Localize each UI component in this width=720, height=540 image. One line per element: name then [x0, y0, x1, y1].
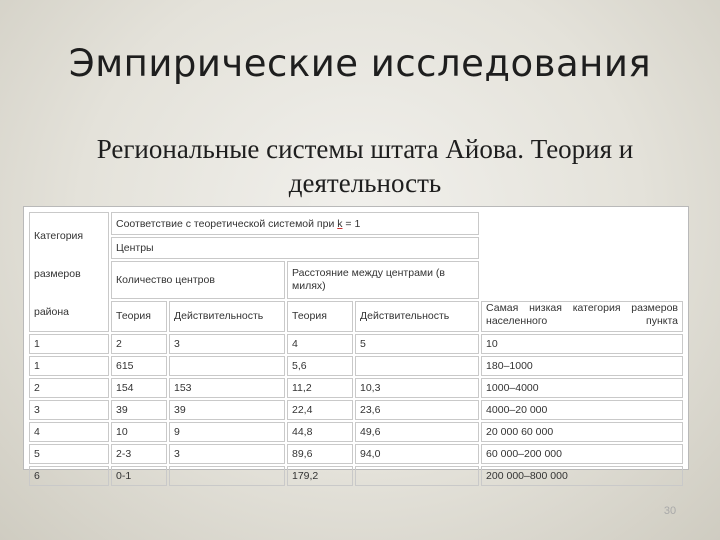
header-reality-count: Действительность: [169, 301, 285, 332]
header-category-line1: Категория: [34, 230, 84, 242]
header-theory-count: Теория: [111, 301, 167, 332]
cell-reality-count: 3: [169, 334, 285, 354]
header-lowest-category: Самая низкая категория размеров населенного пункта: [481, 301, 683, 332]
cell-theory-count: 39: [111, 400, 167, 420]
header-distance: Расстояние между центрами (в милях): [287, 261, 479, 299]
cell-theory-count: 615: [111, 356, 167, 376]
cell-theory-count: 0-1: [111, 466, 167, 486]
cell-lowest-category: 10: [481, 334, 683, 354]
header-category-line2: размеров: [34, 268, 81, 280]
cell-reality-distance: 49,6: [355, 422, 479, 442]
cell-reality-distance: 5: [355, 334, 479, 354]
cell-theory-count: 154: [111, 378, 167, 398]
cell-reality-count: 9: [169, 422, 285, 442]
cell-category: 5: [29, 444, 109, 464]
iowa-regional-table: [27, 210, 685, 488]
cell-lowest-category: 4000–20 000: [481, 400, 683, 420]
header-center-count: Количество центров: [111, 261, 285, 299]
cell-lowest-category: 60 000–200 000: [481, 444, 683, 464]
cell-theory-distance: 5,6: [287, 356, 353, 376]
header-empty-cell: [481, 212, 683, 299]
cell-theory-distance: 44,8: [287, 422, 353, 442]
page-number: 30: [663, 505, 677, 517]
cell-reality-distance: [355, 466, 479, 486]
table-row: [29, 444, 683, 464]
cell-reality-distance: [355, 356, 479, 376]
cell-reality-distance: 10,3: [355, 378, 479, 398]
k-symbol: k: [337, 217, 343, 230]
cell-theory-count: 2: [111, 334, 167, 354]
slide-subtitle: Региональные системы штата Айова. Теория и деятельность: [96, 134, 634, 198]
slide-title: Эмпирические исследования: [68, 42, 652, 85]
cell-reality-count: 3: [169, 444, 285, 464]
header-reality-distance: Действительность: [355, 301, 479, 332]
table-row: [29, 334, 683, 354]
cell-theory-distance: 4: [287, 334, 353, 354]
header-correspondence: Соответствие с теоретической системой при k = 1: [111, 212, 479, 235]
cell-lowest-category: 180–1000: [481, 356, 683, 376]
header-theory-distance: Теория: [287, 301, 353, 332]
cell-category: 4: [29, 422, 109, 442]
table-row: [29, 378, 683, 398]
cell-lowest-category: 1000–4000: [481, 378, 683, 398]
cell-lowest-category: 200 000–800 000: [481, 466, 683, 486]
cell-category: 1: [29, 356, 109, 376]
cell-lowest-category: 20 000 60 000: [481, 422, 683, 442]
cell-reality-count: 153: [169, 378, 285, 398]
cell-reality-distance: 94,0: [355, 444, 479, 464]
cell-theory-distance: 179,2: [287, 466, 353, 486]
cell-reality-distance: 23,6: [355, 400, 479, 420]
cell-category: 6: [29, 466, 109, 486]
cell-category: 3: [29, 400, 109, 420]
data-table-container: [24, 207, 688, 482]
header-centers: Центры: [111, 237, 479, 258]
cell-reality-count: [169, 356, 285, 376]
table-row: [29, 356, 683, 376]
cell-category: 2: [29, 378, 109, 398]
cell-theory-distance: 11,2: [287, 378, 353, 398]
cell-theory-count: 2-3: [111, 444, 167, 464]
cell-reality-count: 39: [169, 400, 285, 420]
cell-theory-distance: 89,6: [287, 444, 353, 464]
table-row: [29, 422, 683, 442]
table-body: [29, 334, 683, 486]
header-category-line3: района: [34, 306, 70, 318]
header-category: [29, 212, 109, 332]
table-row: [29, 466, 683, 486]
table-row: [29, 400, 683, 420]
cell-category: 1: [29, 334, 109, 354]
cell-reality-count: [169, 466, 285, 486]
cell-theory-distance: 22,4: [287, 400, 353, 420]
cell-theory-count: 10: [111, 422, 167, 442]
